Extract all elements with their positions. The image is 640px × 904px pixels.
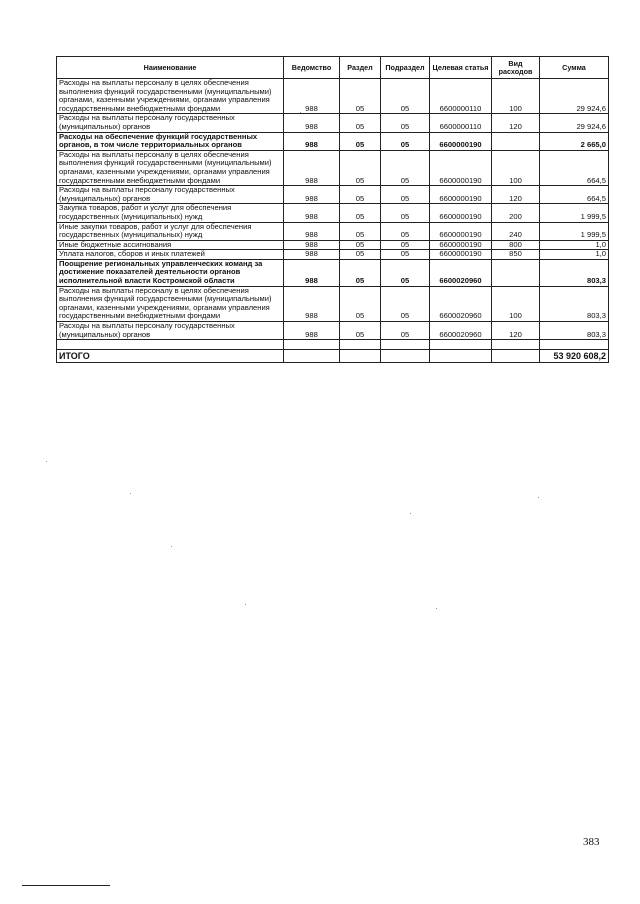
page-number: 383 <box>583 836 600 848</box>
cell-subsection: 05 <box>381 322 430 340</box>
cell-subsection: 05 <box>381 286 430 321</box>
scan-speck <box>538 497 539 498</box>
cell-subsection: 05 <box>381 204 430 222</box>
cell-type <box>492 259 540 286</box>
cell-amount: 664,5 <box>540 186 609 204</box>
cell-amount: 803,3 <box>540 322 609 340</box>
cell-subsection: 05 <box>381 259 430 286</box>
cell-section: 05 <box>340 132 381 150</box>
cell-type: 800 <box>492 240 540 250</box>
cell-name: Поощрение региональных управленческих команд за достижение показателей деятельности органов исполнительной власти Костромской области <box>57 259 284 286</box>
cell-target: 6600000110 <box>430 79 492 114</box>
cell-name: Расходы на выплаты персоналу в целях обеспечения выполнения функций государственными (муниципальными) органами, казенными учреждениями, органами управления государственными внебюджетными фондами <box>57 286 284 321</box>
cell-dept: 988 <box>284 259 340 286</box>
cell-name: Расходы на выплаты персоналу в целях обеспечения выполнения функций государственными (муниципальными) органами, казенными учреждениями, органами управления государственными внебюджетными фондами <box>57 150 284 185</box>
cell-dept: 988 <box>284 286 340 321</box>
budget-table <box>56 56 609 363</box>
cell-amount: 803,3 <box>540 286 609 321</box>
table-row <box>57 322 609 340</box>
table-row <box>57 286 609 321</box>
cell-type: 240 <box>492 222 540 240</box>
total-label: ИТОГО <box>57 350 284 363</box>
cell-target: 6600020960 <box>430 259 492 286</box>
cell-subsection: 05 <box>381 186 430 204</box>
header-type: Вид расходов <box>492 57 540 79</box>
cell-amount: 1,0 <box>540 250 609 260</box>
cell-dept: 988 <box>284 322 340 340</box>
cell-name: Закупка товаров, работ и услуг для обеспечения государственных (муниципальных) нужд <box>57 204 284 222</box>
cell-amount: 1 999,5 <box>540 204 609 222</box>
cell-subsection: 05 <box>381 240 430 250</box>
scan-speck <box>130 493 131 494</box>
cell-name: Расходы на выплаты персоналу в целях обеспечения выполнения функций государственными (муниципальными) органами, казенными учреждениями, органами управления государственными внебюджетными фондами <box>57 79 284 114</box>
scan-speck <box>245 604 246 605</box>
cell-section: 05 <box>340 150 381 185</box>
footnote-separator <box>22 885 110 886</box>
cell-type: 100 <box>492 79 540 114</box>
cell-target: 6600000110 <box>430 114 492 132</box>
cell-subsection: 05 <box>381 79 430 114</box>
cell-type: 100 <box>492 286 540 321</box>
cell-dept: 988 <box>284 250 340 260</box>
cell-section: 05 <box>340 286 381 321</box>
empty-row <box>57 340 609 350</box>
header-target: Целевая статья <box>430 57 492 79</box>
header-name: Наименование <box>57 57 284 79</box>
table-row <box>57 250 609 260</box>
cell-section: 05 <box>340 79 381 114</box>
cell-subsection: 05 <box>381 150 430 185</box>
cell-dept: 988 <box>284 132 340 150</box>
cell-amount: 29 924,6 <box>540 114 609 132</box>
cell-target: 6600020960 <box>430 286 492 321</box>
cell-dept: 988 <box>284 186 340 204</box>
cell-dept: 988 <box>284 114 340 132</box>
cell-target: 6600000190 <box>430 250 492 260</box>
cell-dept: 988 <box>284 222 340 240</box>
cell-section: 05 <box>340 250 381 260</box>
cell-subsection: 05 <box>381 250 430 260</box>
cell-name: Расходы на обеспечение функций государственных органов, в том числе территориальных органов <box>57 132 284 150</box>
header-dept: Ведомство <box>284 57 340 79</box>
scan-speck <box>171 546 172 547</box>
scan-speck <box>410 513 411 514</box>
cell-name: Иные бюджетные ассигнования <box>57 240 284 250</box>
cell-section: 05 <box>340 240 381 250</box>
cell-type: 200 <box>492 204 540 222</box>
cell-amount: 1,0 <box>540 240 609 250</box>
cell-type <box>492 132 540 150</box>
cell-section: 05 <box>340 186 381 204</box>
header-subsection: Подраздел <box>381 57 430 79</box>
cell-target: 6600000190 <box>430 222 492 240</box>
cell-dept: 988 <box>284 150 340 185</box>
scan-speck <box>436 608 437 609</box>
header-amount: Сумма <box>540 57 609 79</box>
cell-subsection: 05 <box>381 114 430 132</box>
cell-target: 6600000190 <box>430 186 492 204</box>
table-row <box>57 132 609 150</box>
table-header-row <box>57 57 609 79</box>
cell-amount: 803,3 <box>540 259 609 286</box>
cell-name: Расходы на выплаты персоналу государственных (муниципальных) органов <box>57 322 284 340</box>
table-row <box>57 259 609 286</box>
cell-type: 850 <box>492 250 540 260</box>
cell-section: 05 <box>340 114 381 132</box>
cell-target: 6600000190 <box>430 150 492 185</box>
cell-subsection: 05 <box>381 222 430 240</box>
table-row <box>57 150 609 185</box>
cell-target: 6600000190 <box>430 240 492 250</box>
cell-target: 6600000190 <box>430 132 492 150</box>
cell-target: 6600000190 <box>430 204 492 222</box>
cell-amount: 664,5 <box>540 150 609 185</box>
cell-section: 05 <box>340 322 381 340</box>
cell-type: 120 <box>492 322 540 340</box>
cell-section: 05 <box>340 204 381 222</box>
header-section: Раздел <box>340 57 381 79</box>
cell-dept: 988 <box>284 204 340 222</box>
scan-speck <box>300 112 301 113</box>
total-row <box>57 350 609 363</box>
cell-section: 05 <box>340 259 381 286</box>
cell-name: Расходы на выплаты персоналу государственных (муниципальных) органов <box>57 186 284 204</box>
cell-dept: 988 <box>284 79 340 114</box>
table-row <box>57 79 609 114</box>
cell-amount: 29 924,6 <box>540 79 609 114</box>
cell-name: Расходы на выплаты персоналу государственных (муниципальных) органов <box>57 114 284 132</box>
cell-section: 05 <box>340 222 381 240</box>
cell-target: 6600020960 <box>430 322 492 340</box>
cell-subsection: 05 <box>381 132 430 150</box>
cell-dept: 988 <box>284 240 340 250</box>
cell-amount: 1 999,5 <box>540 222 609 240</box>
table-row <box>57 114 609 132</box>
cell-name: Уплата налогов, сборов и иных платежей <box>57 250 284 260</box>
cell-type: 120 <box>492 114 540 132</box>
cell-name: Иные закупки товаров, работ и услуг для обеспечения государственных (муниципальных) нужд <box>57 222 284 240</box>
table-row <box>57 222 609 240</box>
cell-amount: 2 665,0 <box>540 132 609 150</box>
total-amount: 53 920 608,2 <box>540 350 609 363</box>
cell-type: 120 <box>492 186 540 204</box>
table-row <box>57 204 609 222</box>
cell-type: 100 <box>492 150 540 185</box>
scan-speck <box>46 461 47 462</box>
table-row <box>57 186 609 204</box>
